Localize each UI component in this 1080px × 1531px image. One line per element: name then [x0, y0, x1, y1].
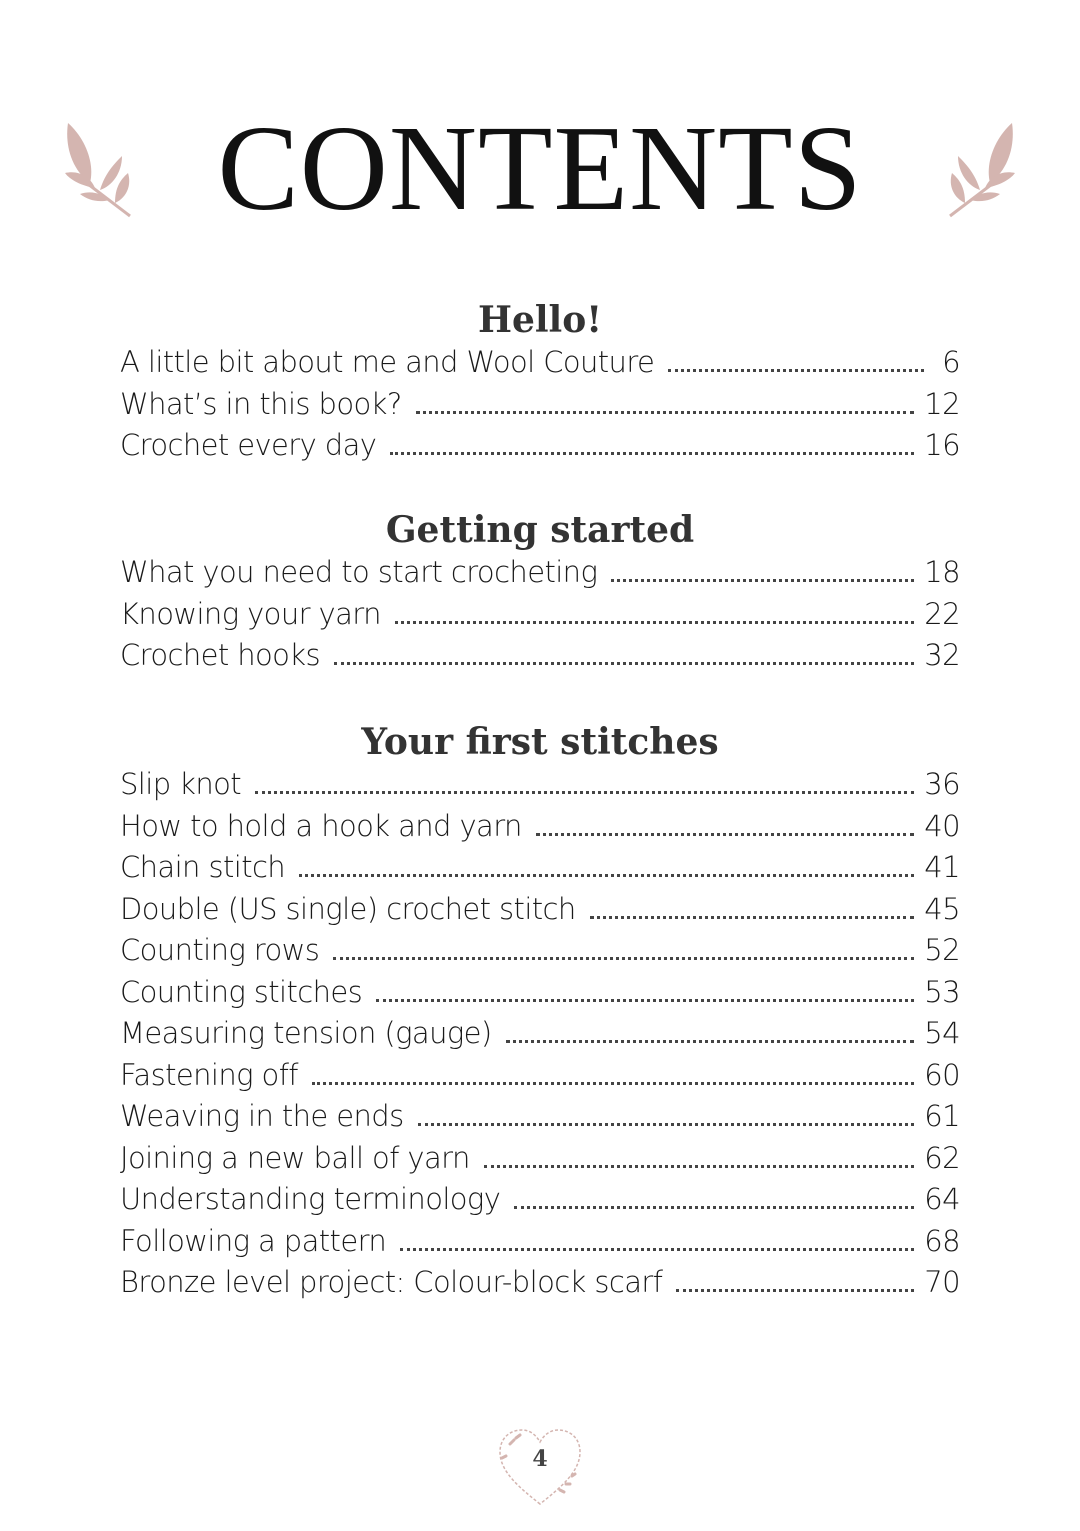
entry-title: Chain stitch	[120, 850, 286, 884]
dot-leader	[299, 874, 914, 877]
dot-leader	[334, 662, 914, 665]
dot-leader	[676, 1289, 914, 1292]
toc-entry[interactable]	[120, 638, 960, 680]
toc-entry[interactable]	[120, 555, 960, 597]
toc-section	[120, 505, 960, 680]
entry-page-number: 12	[924, 386, 960, 421]
entry-page-number: 52	[924, 933, 960, 967]
entry-title: Measuring tension (gauge)	[120, 1016, 492, 1050]
entry-title: Crochet hooks	[120, 638, 321, 672]
entry-page-number: 18	[924, 555, 960, 589]
entry-title: Slip knot	[120, 767, 242, 801]
toc-entry[interactable]	[120, 387, 960, 429]
toc-entry[interactable]	[120, 597, 960, 639]
dot-leader	[376, 999, 914, 1002]
section-heading: Hello!	[477, 299, 603, 341]
toc-entry[interactable]	[120, 1182, 960, 1224]
entry-page-number: 32	[924, 638, 960, 672]
dot-leader	[506, 1040, 915, 1043]
toc-entry[interactable]	[120, 1224, 960, 1266]
entry-page-number: 61	[924, 1099, 960, 1133]
dot-leader	[333, 957, 914, 960]
dot-leader	[536, 833, 915, 836]
entry-title: Knowing your yarn	[120, 596, 381, 631]
entry-title: What you need to start crocheting	[120, 555, 598, 589]
dot-leader	[484, 1165, 915, 1168]
entry-title: Fastening off	[120, 1057, 298, 1092]
toc-entry[interactable]	[120, 1058, 960, 1100]
dot-leader	[668, 369, 924, 372]
entry-page-number: 64	[924, 1182, 960, 1216]
page-number: 4	[532, 1446, 548, 1472]
entry-title: How to hold a hook and yarn	[120, 808, 522, 843]
toc-section	[120, 295, 960, 470]
dot-leader	[390, 452, 914, 455]
entry-page-number: 41	[924, 850, 960, 884]
toc-entry[interactable]	[120, 892, 960, 934]
entry-page-number: 70	[924, 1265, 960, 1299]
page-number-badge	[490, 1420, 590, 1512]
entry-title: Counting stitches	[120, 974, 363, 1009]
entry-page-number: 60	[924, 1057, 960, 1092]
entry-page-number: 40	[924, 808, 960, 843]
entry-title: Bronze level project: Colour-block scarf	[120, 1265, 663, 1299]
toc-entry[interactable]	[120, 1099, 960, 1141]
section-heading: Getting started	[385, 509, 695, 551]
entry-page-number: 53	[924, 974, 960, 1009]
toc-entry[interactable]	[120, 767, 960, 809]
toc-entry[interactable]	[120, 345, 960, 387]
dot-leader	[255, 791, 914, 794]
entry-title: What’s in this book?	[120, 386, 402, 421]
dot-leader	[514, 1206, 914, 1209]
toc-entry[interactable]	[120, 1265, 960, 1307]
toc-entry[interactable]	[120, 428, 960, 470]
page-title: CONTENTS	[217, 101, 863, 236]
toc-entry[interactable]	[120, 1016, 960, 1058]
entry-page-number: 6	[942, 345, 960, 379]
entry-title: Following a pattern	[120, 1223, 387, 1258]
entry-title: Weaving in the ends	[120, 1099, 404, 1133]
entry-page-number: 54	[924, 1016, 960, 1050]
dot-leader	[590, 916, 915, 919]
toc-entry[interactable]	[120, 809, 960, 851]
entry-page-number: 36	[924, 767, 960, 801]
dot-leader	[400, 1248, 914, 1251]
toc-entry[interactable]	[120, 975, 960, 1017]
entry-page-number: 68	[924, 1223, 960, 1258]
entry-page-number: 45	[924, 891, 960, 926]
dot-leader	[416, 411, 915, 414]
dot-leader	[312, 1082, 914, 1085]
entry-page-number: 62	[924, 1140, 960, 1175]
entry-page-number: 16	[924, 428, 960, 462]
entry-title: Counting rows	[120, 933, 320, 967]
entry-page-number: 22	[924, 596, 960, 631]
entry-title: A little bit about me and Wool Couture	[120, 345, 655, 379]
entry-title: Joining a new ball of yarn	[120, 1140, 470, 1175]
entry-title: Double (US single) crochet stitch	[120, 891, 576, 926]
dot-leader	[418, 1123, 915, 1126]
toc-entry[interactable]	[120, 933, 960, 975]
toc-entry[interactable]	[120, 850, 960, 892]
dot-leader	[395, 621, 914, 624]
entry-title: Understanding terminology	[120, 1182, 501, 1216]
entry-title: Crochet every day	[120, 428, 377, 462]
dot-leader	[611, 579, 914, 582]
toc-section	[120, 717, 960, 1307]
section-heading: Your first stitches	[361, 721, 719, 763]
toc-entry[interactable]	[120, 1141, 960, 1183]
